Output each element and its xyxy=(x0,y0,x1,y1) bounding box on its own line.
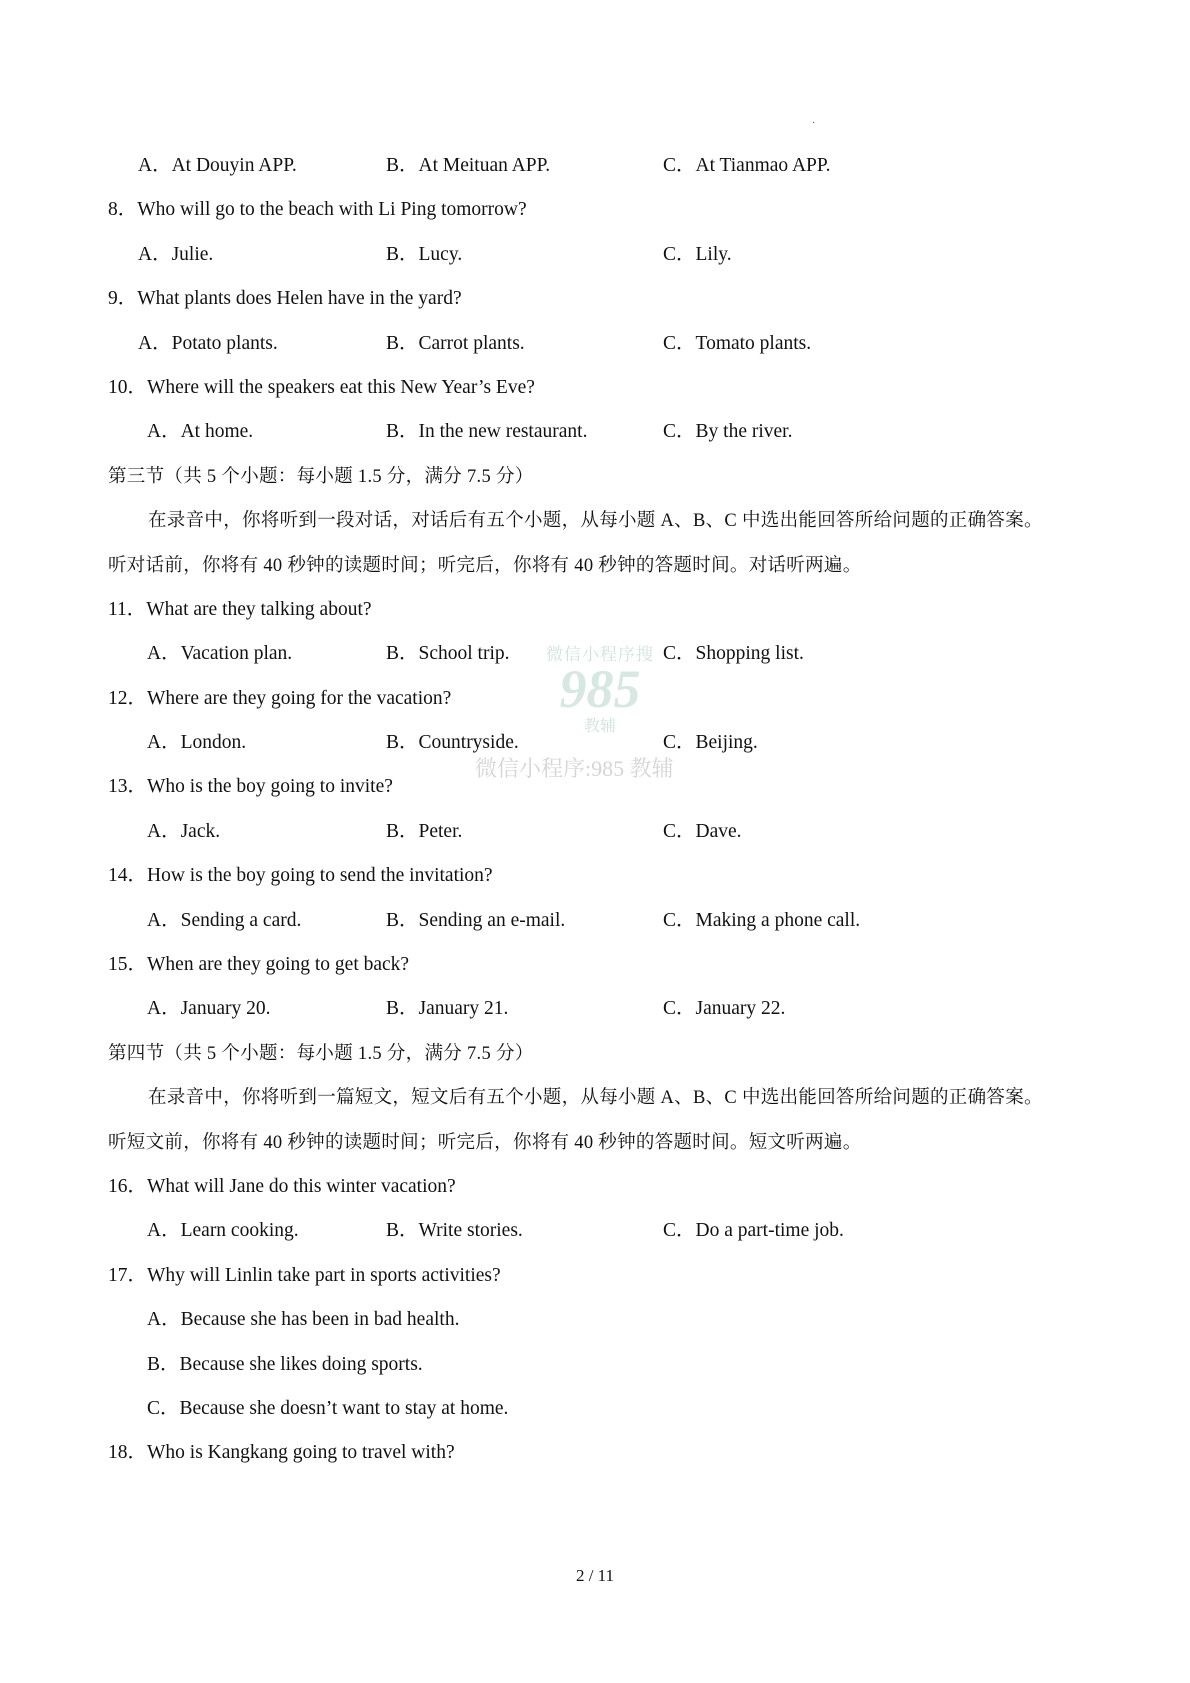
question-number: 13． xyxy=(108,776,148,798)
option-text: Potato plants. xyxy=(171,332,278,354)
option-text: Jack. xyxy=(180,820,221,842)
option-text: Sending an e-mail. xyxy=(418,909,566,931)
question-line xyxy=(108,282,1108,326)
option-text: Shopping list. xyxy=(695,643,804,665)
option-text: January 21. xyxy=(418,998,509,1020)
option-text: Countryside. xyxy=(418,732,519,754)
answer-option xyxy=(386,904,565,938)
answer-option xyxy=(147,904,301,938)
heading-text: 第四节（共 5 个小题：每小题 1.5 分，满分 7.5 分） xyxy=(108,1043,534,1064)
option-text: At Douyin APP. xyxy=(171,155,297,176)
option-text: Learn cooking. xyxy=(180,1220,299,1242)
answer-option xyxy=(386,726,519,760)
question-number: 15． xyxy=(108,954,148,976)
option-label: B． xyxy=(386,643,419,665)
page-number: 2 / 11 xyxy=(575,1566,615,1585)
question-line xyxy=(108,1259,1108,1303)
question-line xyxy=(108,593,1108,637)
option-text: Because she has been in bad health. xyxy=(180,1309,460,1331)
option-label: B． xyxy=(386,909,419,931)
answer-option xyxy=(138,149,297,183)
options-line xyxy=(108,992,1108,1036)
option-label: A． xyxy=(147,909,181,931)
answer-option xyxy=(138,238,213,272)
paragraph-text: 在录音中，你将听到一篇短文，短文后有五个小题，从每小题 A、B、C 中选出能回答所给问题的正确答案。 xyxy=(148,1088,1043,1109)
exam-content xyxy=(108,149,1108,1481)
option-text: January 22. xyxy=(695,998,786,1020)
answer-option xyxy=(138,327,278,361)
answer-option xyxy=(147,637,292,671)
question-number: 12． xyxy=(108,687,148,709)
watermark-caption: 微信小程序:985 教辅 xyxy=(475,756,674,781)
answer-option xyxy=(386,149,550,183)
question-line xyxy=(108,682,1108,726)
option-label: B． xyxy=(386,820,419,842)
question-number: 9． xyxy=(108,288,138,310)
option-text: At Meituan APP. xyxy=(418,155,551,176)
question-number: 18． xyxy=(108,1442,148,1464)
option-label: A． xyxy=(147,421,181,443)
stray-dot: · xyxy=(812,118,816,129)
option-text: Write stories. xyxy=(418,1220,523,1242)
option-label: B． xyxy=(386,332,419,354)
option-label: B． xyxy=(386,1220,419,1242)
option-text: Vacation plan. xyxy=(180,643,293,665)
option-text: Making a phone call. xyxy=(695,909,861,931)
option-label: A． xyxy=(147,998,181,1020)
answer-option xyxy=(663,815,742,849)
option-label: A． xyxy=(147,820,181,842)
option-text: Because she likes doing sports. xyxy=(179,1353,423,1375)
answer-option xyxy=(663,149,830,183)
instruction-paragraph xyxy=(108,549,1108,593)
option-label: B． xyxy=(386,732,419,754)
watermark-line2: 教辅 xyxy=(583,718,616,735)
question-text: Who is Kangkang going to travel with? xyxy=(147,1442,455,1464)
options-line xyxy=(108,726,1108,770)
answer-option xyxy=(147,415,253,449)
heading-text: 第三节（共 5 个小题：每小题 1.5 分，满分 7.5 分） xyxy=(108,466,534,487)
question-number: 10． xyxy=(108,376,148,398)
answer-option xyxy=(386,415,587,449)
option-text: Lucy. xyxy=(418,243,463,265)
option-label: B． xyxy=(386,998,419,1020)
answer-option xyxy=(386,327,525,361)
option-text: Beijing. xyxy=(695,732,758,754)
instruction-paragraph xyxy=(108,504,1108,548)
answer-option xyxy=(386,238,462,272)
answer-option xyxy=(147,992,271,1026)
options-line xyxy=(108,238,1108,282)
option-text: Because she doesn’t want to stay at home. xyxy=(179,1397,509,1419)
options-line xyxy=(108,1214,1108,1258)
option-label: C． xyxy=(663,155,696,176)
options-line xyxy=(108,415,1108,459)
option-label: C． xyxy=(663,332,696,354)
option-label: B． xyxy=(147,1353,180,1375)
answer-option xyxy=(147,1348,423,1382)
option-text: At Tianmao APP. xyxy=(695,155,831,176)
question-text: Why will Linlin take part in sports activities? xyxy=(147,1264,501,1286)
question-line xyxy=(108,770,1108,814)
option-label: A． xyxy=(147,1309,181,1331)
paragraph-text: 听短文前，你将有 40 秒钟的读题时间；听完后，你将有 40 秒钟的答题时间。短文听两遍。 xyxy=(108,1132,862,1153)
answer-option xyxy=(663,327,811,361)
watermark-line1: 微信小程序搜 xyxy=(546,645,654,664)
instruction-paragraph xyxy=(108,1081,1108,1125)
question-text: What are they talking about? xyxy=(146,598,372,620)
section-heading xyxy=(108,1037,1108,1081)
options-line xyxy=(108,149,1108,193)
option-label: C． xyxy=(663,909,696,931)
answer-option xyxy=(663,238,732,272)
option-label: A． xyxy=(138,243,172,265)
question-line xyxy=(108,371,1108,415)
question-number: 11． xyxy=(108,598,147,620)
answer-option xyxy=(147,1392,508,1426)
options-line xyxy=(108,1392,1108,1436)
option-text: In the new restaurant. xyxy=(418,421,588,443)
option-label: C． xyxy=(663,243,696,265)
question-text: Where will the speakers eat this New Year’s Eve? xyxy=(147,376,535,398)
watermark-number: 985 xyxy=(559,659,641,719)
option-text: Tomato plants. xyxy=(695,332,812,354)
answer-option xyxy=(663,415,792,449)
answer-option xyxy=(386,992,508,1026)
option-label: A． xyxy=(147,1220,181,1242)
option-label: C． xyxy=(663,1220,696,1242)
option-label: C． xyxy=(663,421,696,443)
option-text: Carrot plants. xyxy=(418,332,525,354)
option-text: Dave. xyxy=(695,820,742,842)
instruction-paragraph xyxy=(108,1126,1108,1170)
option-label: C． xyxy=(147,1397,180,1419)
option-text: By the river. xyxy=(695,421,793,443)
question-text: Who will go to the beach with Li Ping tomorrow? xyxy=(137,199,527,221)
option-text: Do a part-time job. xyxy=(695,1220,844,1242)
options-line xyxy=(108,1303,1108,1347)
question-text: What plants does Helen have in the yard? xyxy=(137,288,462,310)
option-label: C． xyxy=(663,820,696,842)
option-label: B． xyxy=(386,155,419,176)
option-label: A． xyxy=(147,643,181,665)
option-label: C． xyxy=(663,643,696,665)
question-number: 17． xyxy=(108,1264,148,1286)
question-text: Where are they going for the vacation? xyxy=(147,687,452,709)
option-text: At home. xyxy=(180,421,254,443)
options-line xyxy=(108,1348,1108,1392)
option-text: Peter. xyxy=(418,820,463,842)
question-line xyxy=(108,1436,1108,1480)
option-text: Julie. xyxy=(171,243,214,265)
answer-option xyxy=(386,1214,523,1248)
question-text: Who is the boy going to invite? xyxy=(147,776,393,798)
answer-option xyxy=(663,637,804,671)
answer-option xyxy=(147,815,220,849)
question-number: 14． xyxy=(108,865,148,887)
question-text: How is the boy going to send the invitation? xyxy=(147,865,493,887)
answer-option xyxy=(147,1214,299,1248)
option-text: Lily. xyxy=(695,243,732,265)
question-line xyxy=(108,859,1108,903)
option-text: January 20. xyxy=(180,998,271,1020)
answer-option xyxy=(663,1214,844,1248)
option-label: A． xyxy=(147,732,181,754)
options-line xyxy=(108,815,1108,859)
question-text: When are they going to get back? xyxy=(147,954,410,976)
question-text: What will Jane do this winter vacation? xyxy=(147,1175,456,1197)
question-line xyxy=(108,948,1108,992)
question-number: 16． xyxy=(108,1175,148,1197)
option-label: C． xyxy=(663,732,696,754)
option-label: A． xyxy=(138,155,172,176)
question-number: 8． xyxy=(108,199,138,221)
section-heading xyxy=(108,460,1108,504)
options-line xyxy=(108,327,1108,371)
option-label: C． xyxy=(663,998,696,1020)
options-line xyxy=(108,637,1108,681)
options-line xyxy=(108,904,1108,948)
answer-option xyxy=(386,815,462,849)
question-line xyxy=(108,1170,1108,1214)
answer-option xyxy=(147,1303,459,1337)
answer-option xyxy=(663,904,860,938)
paragraph-text: 听对话前，你将有 40 秒钟的读题时间；听完后，你将有 40 秒钟的答题时间。对话听两遍。 xyxy=(108,555,862,576)
option-text: London. xyxy=(180,732,247,754)
option-label: A． xyxy=(138,332,172,354)
answer-option xyxy=(663,726,758,760)
paragraph-text: 在录音中，你将听到一段对话，对话后有五个小题，从每小题 A、B、C 中选出能回答所给问题的正确答案。 xyxy=(148,511,1043,532)
answer-option xyxy=(663,992,785,1026)
option-label: B． xyxy=(386,243,419,265)
option-text: School trip. xyxy=(418,643,510,665)
answer-option xyxy=(386,637,510,671)
option-text: Sending a card. xyxy=(180,909,302,931)
option-label: B． xyxy=(386,421,419,443)
question-line xyxy=(108,193,1108,237)
answer-option xyxy=(147,726,246,760)
